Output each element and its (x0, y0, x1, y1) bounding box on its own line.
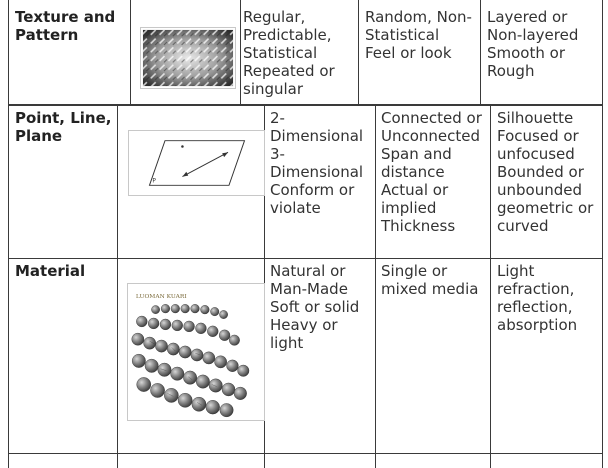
row-label-point-line-plane: Point, Line, Plane (15, 109, 112, 145)
texture-cell-2: Random, Non- Statistical Feel or look (365, 8, 472, 62)
table-border (480, 0, 481, 106)
row-divider (8, 104, 603, 106)
texture-cell-1: Regular, Predictable, Statistical Repeated or singular (243, 8, 335, 98)
diamond-plate-texture-icon (141, 28, 235, 88)
stone-beads-image (127, 283, 265, 421)
point-line-cell-1: 2- Dimensional 3- Dimensional Conform or violate (270, 109, 364, 217)
plane-with-line-diagram-icon (129, 131, 264, 195)
point-line-cell-2: Connected or Unconnected Span and distance Actual or implied Thickness (381, 109, 482, 235)
table-border (130, 0, 131, 106)
table-border (240, 0, 241, 106)
material-cell-3: Light refraction, reflection, absorption (497, 262, 578, 334)
table-border (8, 106, 9, 468)
row-label-texture: Texture and Pattern (15, 8, 116, 44)
table-border (490, 106, 491, 468)
plane-line-diagram-image (128, 130, 265, 196)
row-divider (8, 453, 603, 454)
texture-cell-3: Layered or Non-layered Smooth or Rough (487, 8, 579, 80)
table-border (375, 106, 376, 468)
material-cell-2: Single or mixed media (381, 262, 479, 298)
table-border (358, 0, 359, 106)
table-border (602, 106, 603, 468)
table-border (602, 0, 603, 106)
row-divider (8, 258, 603, 259)
diamond-plate-texture-image (140, 27, 236, 89)
row-label-material: Material (15, 262, 86, 280)
table-border (8, 0, 9, 106)
brand-caption: LUOMAN KUARI (135, 293, 187, 300)
material-cell-1: Natural or Man-Made Soft or solid Heavy or light (270, 262, 360, 352)
table-border (117, 106, 118, 468)
svg-text:P: P (152, 178, 156, 185)
stone-beads-photo-icon (128, 284, 264, 420)
point-line-cell-3: Silhouette Focused or unfocused Bounded or unbounded geometric or curved (497, 109, 594, 235)
